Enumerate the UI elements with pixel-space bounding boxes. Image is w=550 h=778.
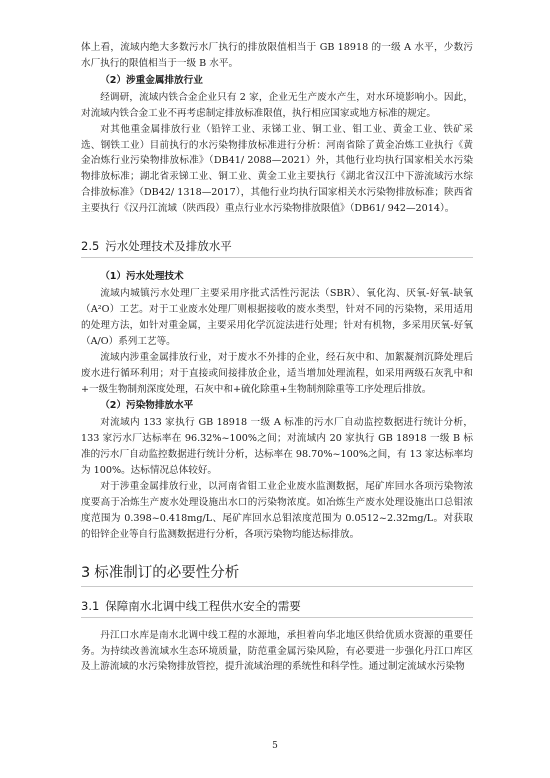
heading-number: 3: [81, 564, 91, 581]
paragraph-ferroalloy: 经调研，流域内铁合金企业只有 2 家，企业无生产废水产生，对水环境影响小。因此，对流域内铁合金工业不再考虑制定排放标准限值，执行相应国家或地方标准的规定。: [81, 91, 473, 119]
paragraph-danjiangkou: 丹江口水库是南水北调中线工程的水源地，承担着向华北地区供给优质水资源的重要任务。为持续改善流域水生态环境质量，防范重金属污染风险，有必要进一步强化丹江口库区及上游流域的水污染物排放管控，提升流域治理的系统性和科学性。通过制定流域水污染物: [81, 629, 473, 673]
paragraph-compliance-rates: 对流域内 133 家执行 GB 18918 一级 A 标准的污水厂自动监控数据进行统计分析，133 家污水厂达标率在 96.32%~100%之间；对流域内 20 家执行 GB 18918 一级 B 标准的污水厂自动监控数据进行统计分析，达标率在 98.70%~100%之间，有 13 家达标率均为 100%。达标情况总体较好。: [81, 417, 473, 477]
paragraph-heavy-metal-treatment: 流域内涉重金属排放行业，对于废水不外排的企业，经石灰中和、加絮凝剂沉降处理后废水进行循环利用；对于直接或间接排放企业，适当增加处理流程，如采用两级石灰乳中和+一级生物制剂深度处理，石灰中和+硫化除重+生物制剂除重等工序处理后排放。: [81, 351, 473, 395]
heading-discharge-level: （2）污染物排放水平: [100, 400, 194, 412]
paragraph-other-heavy-metal: 对其他重金属排放行业（铅锌工业、汞锑工业、铜工业、钼工业、黄金工业、铁矿采选、钢铁工业）目前执行的水污染物排放标准进行分析：河南省除了黄金冶炼工业执行《黄金冶炼行业污染物排放标准》（DB41/ 2088—2021）外，其他行业均执行国家相关水污染物排放标准；湖北省汞锑工业、铜工业、黄金工业主要执行《湖北省汉江中下游流域污水综合排放标准》（DB42/ 1318—2017），其他行业均执行国家相关水污染物排放标准；陕西省主要执行《汉丹江流域（陕西段）重点行业水污染物排放限值》（DB61/ 942—2014）。: [81, 123, 473, 215]
heading-section-2-5: [81, 237, 473, 258]
heading-text: 污水处理技术及排放水平: [105, 239, 232, 254]
page-content: [81, 40, 473, 675]
heading-text: 标准制订的必要性分析: [94, 564, 240, 581]
paragraph-treatment-processes: 流域内城镇污水处理厂主要采用序批式活性污泥法（SBR）、氧化沟、厌氧-好氧-缺氧（A²O）工艺。对于工业废水处理厂则根据接收的废水类型，针对不同的污染物，采用适用的处理方法，如针对重金属，主要采用化学沉淀法进行处理；针对有机物，多采用厌氧-好氧（A/O）系列工艺等。: [81, 288, 473, 347]
heading-number: 2.5: [81, 239, 100, 254]
paragraph-molybdenum-data: 对于涉重金属排放行业，以河南省钼工业企业废水监测数据，尾矿库回水各项污染物浓度要高于冶炼生产废水处理设施出水口的污染物浓度。如冶炼生产废水处理设施出口总钼浓度范围为 0.398~0.418mg/L、尾矿库回水总钼浓度范围为 0.0512~2.32mg/L。对获取的铅锌企业等自行监测数据进行分析，各项污染物均能达标排放。: [81, 481, 473, 540]
heading-treatment-technology: （1）污水处理技术: [100, 271, 184, 283]
paragraph-wastewater-plant-limits: 体上看，流域内绝大多数污水厂执行的排放限值相当于 GB 18918 的一级 A 水平，少数污水厂执行的限值相当于一级 B 水平。: [81, 42, 473, 69]
heading-text: 保障南水北调中线工程供水安全的需要: [105, 598, 301, 613]
heading-chapter-3: [81, 563, 473, 587]
heading-heavy-metal-industry: （2）涉重金属排放行业: [100, 74, 203, 86]
heading-number: 3.1: [81, 598, 100, 613]
page-number: 5: [272, 741, 278, 751]
heading-section-3-1: [81, 597, 473, 618]
